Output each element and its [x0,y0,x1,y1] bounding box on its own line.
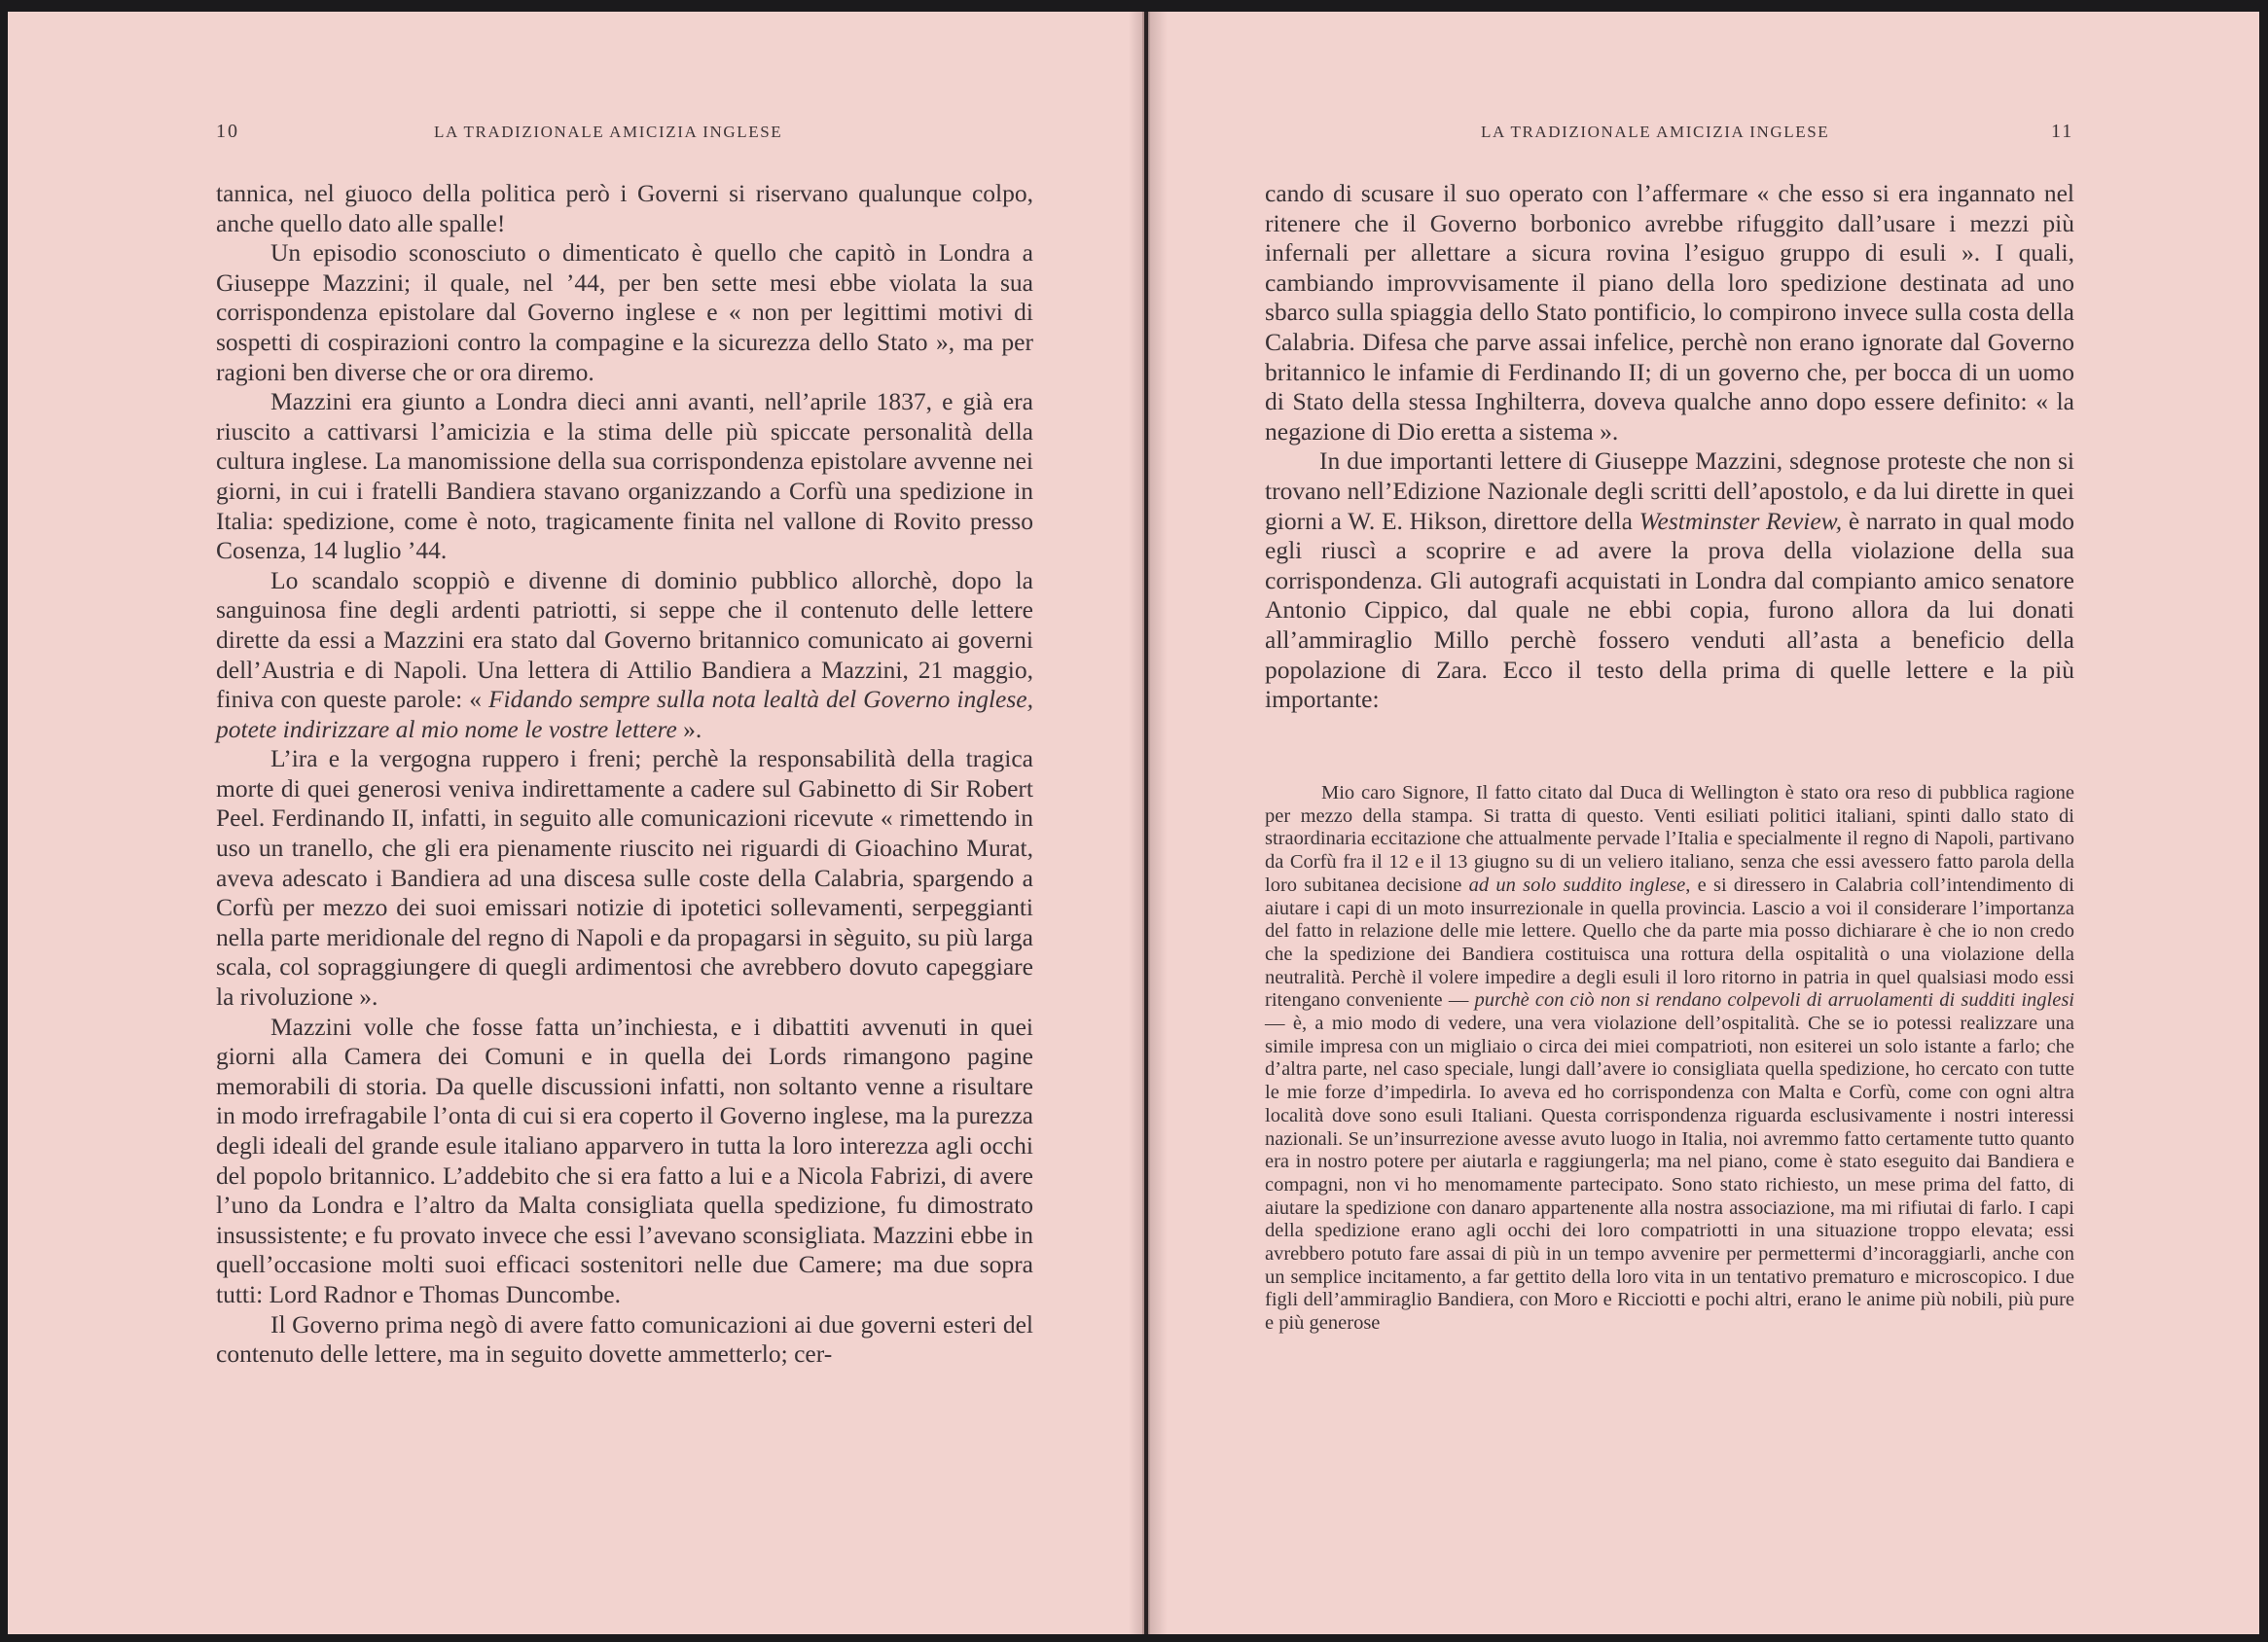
right-running-head: LA TRADIZIONALE AMICIZIA INGLESE [1481,123,1830,141]
text-run: è narrato in qual modo egli riuscì a scoprire e ad avere la prova della violazione della sua corrispondenza. Gli autografi acquistati in Londra dal compianto amico senatore Antonio Cippico, dal quale ne ebbi copia, furono allora da lui donati all’ammiraglio Millo perchè fossero venduti all’asta a beneficio della popolazione di Zara. Ecco il testo della prima di quelle lettere e la più importante: [1265,506,2074,714]
paragraph [216,744,1033,1012]
left-body-text [216,179,1033,1370]
book-gutter [1129,12,1168,1634]
left-running-head: LA TRADIZIONALE AMICIZIA INGLESE [434,123,783,141]
text-run: tannica, nel giuoco della politica però i Governi si riservano qualunque colpo, anche quello dato alle spalle! [216,179,1033,237]
paragraph [1265,446,2074,714]
right-body-text [1265,179,2074,715]
text-run: cando di scusare il suo operato con l’affermare « che esso si era ingannato nel ritenere che il Governo borbonico avrebbe rifuggito dall’usare i mezzi più infernali per allettare a sicura rovina l’esiguo gruppo di esuli ». I quali, cambiando improvvisamente il piano della loro spedizione destinata ad uno sbarco sulla spiaggia dello Stato pontificio, lo compirono invece sulla costa della Calabria. Difesa che parve assai infelice, perchè non erano ignorate dal Governo britannico le infamie di Ferdinando II; di un governo che, per bocca di un uomo di Stato della stessa Inghilterra, doveva qualche anno dopo essere definito: « la negazione di Dio eretta a sistema ». [1265,179,2074,446]
left-page-number: 10 [216,121,239,142]
paragraph [216,1013,1033,1310]
italic-text: purchè con ciò non si rendano colpevoli di arruolamenti di sudditi inglesi [1474,989,2074,1012]
text-run: Mazzini era giunto a Londra dieci anni avanti, nell’aprile 1837, e già era riuscito a cattivarsi l’amicizia e la stima delle più spiccate personalità della cultura inglese. La manomissione della sua corrispondenza epistolare avvenne nei giorni, in cui i fratelli Bandiera stavano organizzando a Corfù una spedizione in Italia: spedizione, come è noto, tragicamente finita nel vallone di Rovito presso Cosenza, 14 luglio ’44. [216,387,1033,565]
text-run: , e si diressero in Calabria coll’intendimento di aiutare i capi di un moto insurrezionale in quella provincia. Lascio a voi il considerare l’importanza del fatto in relazione delle mie lettere. Quello che da parte mia posso dichiarare è che io non credo che la spedizione dei Bandiera costituisca una rottura della ospitalità o una violazione della neutralità. Perchè il volere impedire a degli esuli il loro ritorno in patria in quel qualsiasi modo essi ritengano conveniente — [1265,874,2074,1012]
italic-text: Westminster Review, [1638,506,1843,535]
italic-text: ad un solo suddito inglese [1468,874,1686,896]
paragraph [216,238,1033,387]
paragraph [1265,179,2074,446]
paragraph [216,179,1033,238]
text-run: Lo scandalo scoppiò e divenne di dominio pubblico allorchè, dopo la sanguinosa fine degli ardenti patriotti, si seppe che il contenuto delle lettere dirette da essi a Mazzini era stato dal Governo britannico comunicato ai governi dell’Austria e di Napoli. Una lettera di Attilio Bandiera a Mazzini, 21 maggio, finiva con queste parole: « [216,565,1033,714]
text-run: — è, a mio modo di vedere, una vera violazione dell’ospitalità. Che se io potessi realizzare una simile impresa con un migliaio o circa dei miei compatrioti, non esiterei un solo istante a farlo; che d’altra parte, nel caso speciale, lungi dall’avere io consigliata quella spedizione, ho cercato con tutte le mie forze d’impedirla. Io aveva ed ho corrispondenza con Malta e Corfù, come con ogni altra località dove sono esuli Italiani. Questa corrispondenza riguarda esclusivamente i nostri interessi nazionali. Se un’insurrezione avesse avuto luogo in Italia, noi avremmo fatto certamente tutto quanto era in nostro potere per aiutarla e raggiungerla; ma nel piano, come è stato eseguito dai Bandiera e compagni, non vi ho menomamente partecipato. Sono stato richiesto, un mese prima del fatto, di aiutare la spedizione con danaro appartenente alla nostra associazione, ma mi rifiutai di farlo. I capi della spedizione erano agli occhi dei loro compatriotti in una situazione troppo elevata; essi avrebbero potuto fare assai di più in un tempo avvenire per permettermi d’incoraggiarli, anche con un semplice incitamento, a far gettito della loro vita in un tentativo prematuro e microscopico. I due figli dell’ammiraglio Bandiera, con Moro e Ricciotti e pochi altri, erano le anime più nobili, più pure e più generose [1265,1013,2074,1335]
paragraph [216,387,1033,566]
text-run: In due importanti lettere di Giuseppe Mazzini, sdegnose proteste che non si trovano nell’Edizione Nazionale degli scritti dell’apostolo, e da lui dirette in quei giorni a W. E. Hikson, direttore della [1265,446,2074,535]
right-page-number: 11 [2051,121,2074,142]
right-page [1148,12,2259,1634]
text-run: L’ira e la vergogna ruppero i freni; perchè la responsabilità della tragica morte di quei generosi veniva indirettamente a cadere sul Gabinetto di Sir Robert Peel. Ferdinando II, infatti, in seguito alle comunicazioni ricevute « rimettendo in uso un tranello, che gli era pienamente riuscito nei riguardi di Gioachino Murat, aveva adescato i Bandiera ad una discesa sulle coste della Calabria, spargendo a Corfù per mezzo dei suoi emissari notizie di ipotetici sollevamenti, serpeggianti nella parte meridionale del regno di Napoli e da propagarsi in sèguito, su più larga scala, col sopraggiungere di quegli ardimentosi che avrebbero dovuto capeggiare la rivoluzione ». [216,744,1033,1012]
text-run: ». [676,714,702,743]
paragraph [216,566,1033,745]
text-run: Un episodio sconosciuto o dimenticato è quello che capitò in Londra a Giuseppe Mazzini; il quale, nel ’44, per ben sette mesi ebbe violata la sua corrispondenza epistolare dal Governo inglese e « non per legittimi motivi di sospetti di cospirazioni contro la compagine e la sicurezza dello Stato », ma per ragioni ben diverse che or ora diremo. [216,238,1033,386]
italic-text: Fidando sempre sulla nota lealtà del Governo inglese, potete indirizzare al mio nome le vostre lettere [216,685,1033,743]
paragraph [216,1310,1033,1370]
letter-quotation [1265,782,2074,1336]
text-run: Mazzini volle che fosse fatta un’inchiesta, e i dibattiti avvenuti in quei giorni alla Camera dei Comuni e in quella dei Lords rimangono pagine memorabili di storia. Da quelle discussioni infatti, non soltanto venne a risultare in modo irrefragabile l’onta di cui si era coperto il Governo inglese, ma la purezza degli ideali del grande esule italiano apparvero in tutta la loro interezza agli occhi del popolo britannico. L’addebito che si era fatto a lui e a Nicola Fabrizi, di avere l’uno da Londra e l’altro da Malta consigliata quella spedizione, fu dimostrato insussistente; e fu provato invece che essi l’avevano sconsigliata. Mazzini ebbe in quell’occasione molti suoi efficaci sostenitori nelle due Camere; ma due sopra tutti: Lord Radnor e Thomas Duncombe. [216,1012,1033,1308]
text-run: Il Governo prima negò di avere fatto comunicazioni ai due governi esteri del contenuto delle lettere, ma in seguito dovette ammetterlo; cer- [216,1309,1033,1369]
text-run: Mio caro Signore, Il fatto citato dal Duca di Wellington è stato ora reso di pubblica ragione per mezzo della stampa. Si tratta di questo. Venti esiliati politici italiani, spinti dallo stato di straordinaria eccitazione che attualmente pervade l’Italia e specialmente il regno di Napoli, partivano da Corfù fra il 12 e il 13 giugno su di un veliero italiano, senza che essi avessero fatto parola della loro subitanea decisione [1265,782,2074,896]
left-page [8,12,1144,1634]
paragraph [1265,782,2074,1336]
